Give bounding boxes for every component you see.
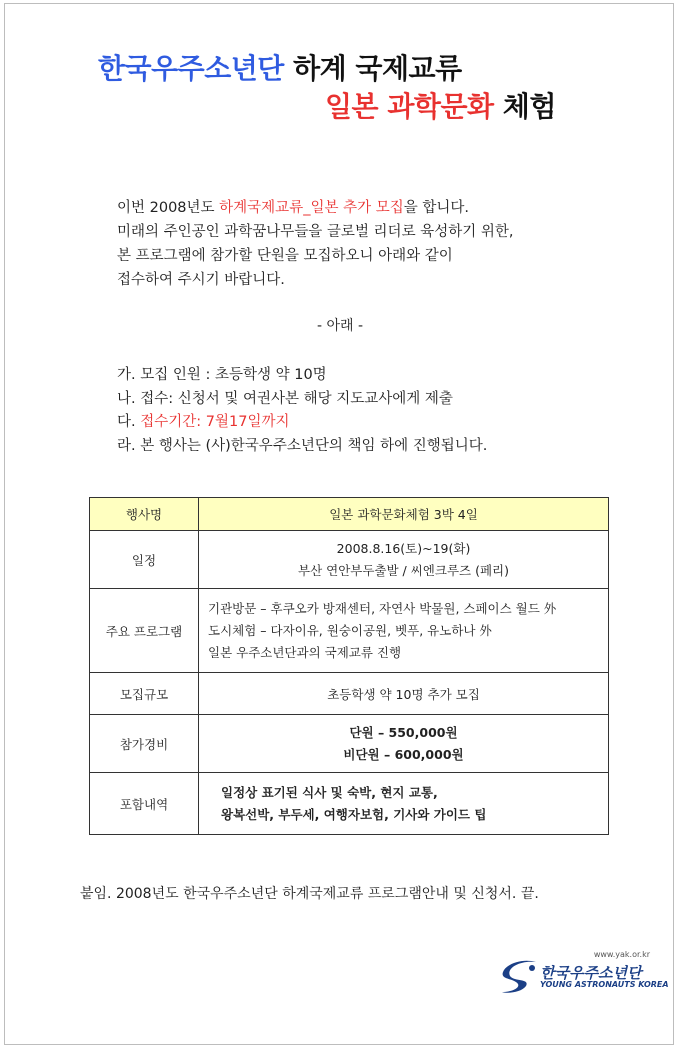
- logo-url[interactable]: www.yak.or.kr: [593, 950, 650, 959]
- intro-paragraph: [117, 196, 513, 292]
- program-line-1: 기관방문 – 후쿠오카 방재센터, 자연사 박물원, 스페이스 월드 外: [208, 600, 557, 616]
- include-value: [199, 773, 609, 835]
- cost-label: 참가경비: [90, 715, 199, 773]
- table-header-row: [90, 498, 609, 531]
- item-na: 나. 접수: 신청서 및 여권사본 해당 지도교사에게 제출: [117, 390, 453, 407]
- schedule-value: [199, 531, 609, 589]
- cost-member: 단원 – 550,000원: [349, 724, 458, 740]
- cost-value: [199, 715, 609, 773]
- program-line-2: 도시체험 – 다자이유, 원숭이공원, 벳푸, 유노하나 外: [208, 622, 492, 638]
- intro-line-2: 미래의 주인공인 과학꿈나무들을 글로벌 리더로 육성하기 위한,: [117, 224, 514, 240]
- include-label: 포함내역: [90, 773, 199, 835]
- cost-row: [90, 715, 609, 773]
- schedule-label: 일정: [90, 531, 199, 589]
- include-line-2: 왕복선박, 부두세, 여행자보험, 기사와 가이드 팁: [221, 806, 487, 822]
- include-line-1: 일정상 표기된 식사 및 숙박, 현지 교통,: [221, 784, 438, 800]
- include-row: [90, 773, 609, 835]
- intro-line-4: 접수하여 주시기 바랍니다.: [117, 272, 285, 288]
- intro-line-1: [117, 196, 513, 220]
- item-list: [117, 364, 487, 458]
- event-info-table: [89, 497, 609, 835]
- schedule-date: 2008.8.16(토)~19(화): [336, 540, 471, 556]
- logo-english-name: YOUNG ASTRONAUTS KOREA: [540, 980, 669, 989]
- schedule-row: [90, 531, 609, 589]
- attachment-note: 붙임. 2008년도 한국우주소년단 하계국제교류 프로그램안내 및 신청서. 끝.: [80, 886, 539, 902]
- yak-logo[interactable]: [500, 950, 669, 998]
- logo-korean-name: 한국우주소년단: [540, 964, 642, 982]
- title-event: 하계 국제교류: [283, 52, 462, 85]
- item-da-deadline: 접수기간: 7월17일까지: [140, 414, 290, 430]
- item-da-prefix: 다.: [117, 414, 141, 430]
- scale-value: 초등학생 약 10명 추가 모집: [199, 673, 609, 715]
- scale-label: 모집규모: [90, 673, 199, 715]
- title-suffix: 체험: [493, 90, 556, 123]
- title-highlight: 일본 과학문화: [325, 90, 494, 123]
- orbit-swoosh-icon: [500, 958, 540, 996]
- notice-heading: - 아래 -: [316, 318, 364, 334]
- scale-row: [90, 673, 609, 715]
- cost-nonmember: 비단원 – 600,000원: [343, 746, 464, 762]
- schedule-departure: 부산 연안부두출발 / 씨엔크루즈 (페리): [298, 562, 509, 578]
- item-da: [117, 411, 487, 435]
- program-line-3: 일본 우주소년단과의 국제교류 진행: [208, 644, 402, 660]
- program-row: [90, 589, 609, 673]
- intro-line-1-pre: 이번 2008년도: [117, 200, 220, 216]
- intro-line-1-post: 을 합니다.: [403, 200, 469, 216]
- program-label: 주요 프로그램: [90, 589, 199, 673]
- intro-highlight: 하계국제교류_일본 추가 모집: [219, 200, 404, 216]
- item-ra: 라. 본 행사는 (사)한국우주소년단의 책임 하에 진행됩니다.: [117, 437, 488, 454]
- title-line-1: [98, 52, 462, 86]
- intro-line-3: 본 프로그램에 참가할 단원을 모집하오니 아래와 같이: [117, 248, 453, 264]
- title-line-2: [325, 90, 556, 124]
- program-value: [199, 589, 609, 673]
- item-ga: 가. 모집 인원 : 초등학생 약 10명: [117, 367, 327, 383]
- header-value: 일본 과학문화체험 3박 4일: [199, 498, 609, 531]
- title-org: 한국우주소년단: [98, 52, 284, 85]
- header-label: 행사명: [90, 498, 199, 531]
